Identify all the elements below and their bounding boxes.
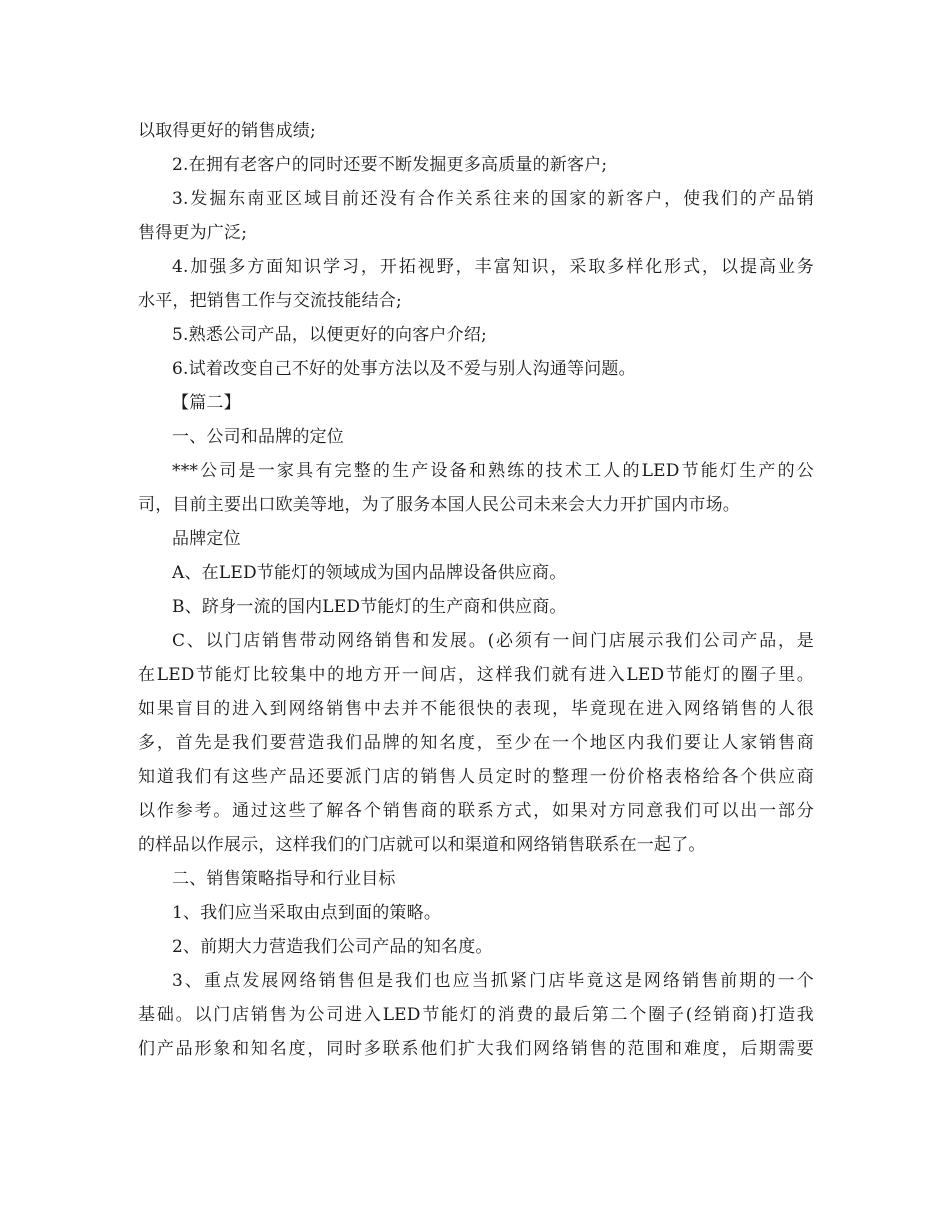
text-line: 水平，把销售工作与交流技能结合; — [138, 291, 402, 311]
text-line: 一、公司和品牌的定位 — [172, 427, 344, 447]
text-line: 2、前期大力营造我们公司产品的知名度。 — [172, 937, 493, 957]
text-line: 品牌定位 — [172, 529, 241, 549]
text-line: 3、重点发展网络销售但是我们也应当抓紧门店毕竟这是网络销售前期的一个 — [172, 971, 814, 991]
text-line: 的样品以作展示，这样我们的门店就可以和渠道和网络销售联系在一起了。 — [138, 835, 706, 855]
text-line: 5.熟悉公司产品，以便更好的向客户介绍; — [172, 325, 487, 345]
text-line: 以作参考。通过这些了解各个销售商的联系方式，如果对方同意我们可以出一部分 — [138, 801, 814, 821]
text-line: 知道我们有这些产品还要派门店的销售人员定时的整理一份价格表格给各个供应商 — [138, 767, 814, 787]
text-line: 如果盲目的进入到网络销售中去并不能很快的表现，毕竟现在进入网络销售的人很 — [138, 699, 814, 719]
text-line: C、以门店销售带动网络销售和发展。(必须有一间门店展示我们公司产品，是 — [172, 631, 814, 651]
text-line: 二、销售策略指导和行业目标 — [172, 869, 396, 889]
text-line: 司，目前主要出口欧美等地，为了服务本国人民公司未来会大力开扩国内市场。 — [138, 495, 740, 515]
text-line: 基础。以门店销售为公司进入LED节能灯的消费的最后第二个圈子(经销商)打造我 — [138, 1005, 814, 1025]
text-line: 1、我们应当采取由点到面的策略。 — [172, 903, 442, 923]
text-line: 2.在拥有老客户的同时还要不断发掘更多高质量的新客户; — [172, 155, 608, 175]
text-line: 3.发掘东南亚区域目前还没有合作关系往来的国家的新客户，使我们的产品销 — [172, 189, 814, 209]
text-line: 在LED节能灯比较集中的地方开一间店，这样我们就有进入LED节能灯的圈子里。 — [138, 665, 814, 685]
text-line: ***公司是一家具有完整的生产设备和熟练的技术工人的LED节能灯生产的公 — [172, 461, 814, 481]
text-line: B、跻身一流的国内LED节能灯的生产商和供应商。 — [172, 597, 567, 617]
text-line: 们产品形象和知名度，同时多联系他们扩大我们网络销售的范围和难度，后期需要 — [138, 1039, 814, 1059]
document-body — [138, 114, 814, 1066]
text-line: 多，首先是我们要营造我们品牌的知名度，至少在一个地区内我们要让人家销售商 — [138, 733, 814, 753]
text-line: 【篇二】 — [172, 393, 241, 413]
text-line: A、在LED节能灯的领域成为国内品牌设备供应商。 — [172, 563, 567, 583]
text-line: 售得更为广泛; — [138, 223, 248, 243]
text-line: 6.试着改变自己不好的处事方法以及不爱与别人沟通等问题。 — [172, 359, 636, 379]
text-line: 4.加强多方面知识学习，开拓视野，丰富知识，采取多样化形式，以提高业务 — [172, 257, 814, 277]
text-line: 以取得更好的销售成绩; — [138, 121, 316, 141]
